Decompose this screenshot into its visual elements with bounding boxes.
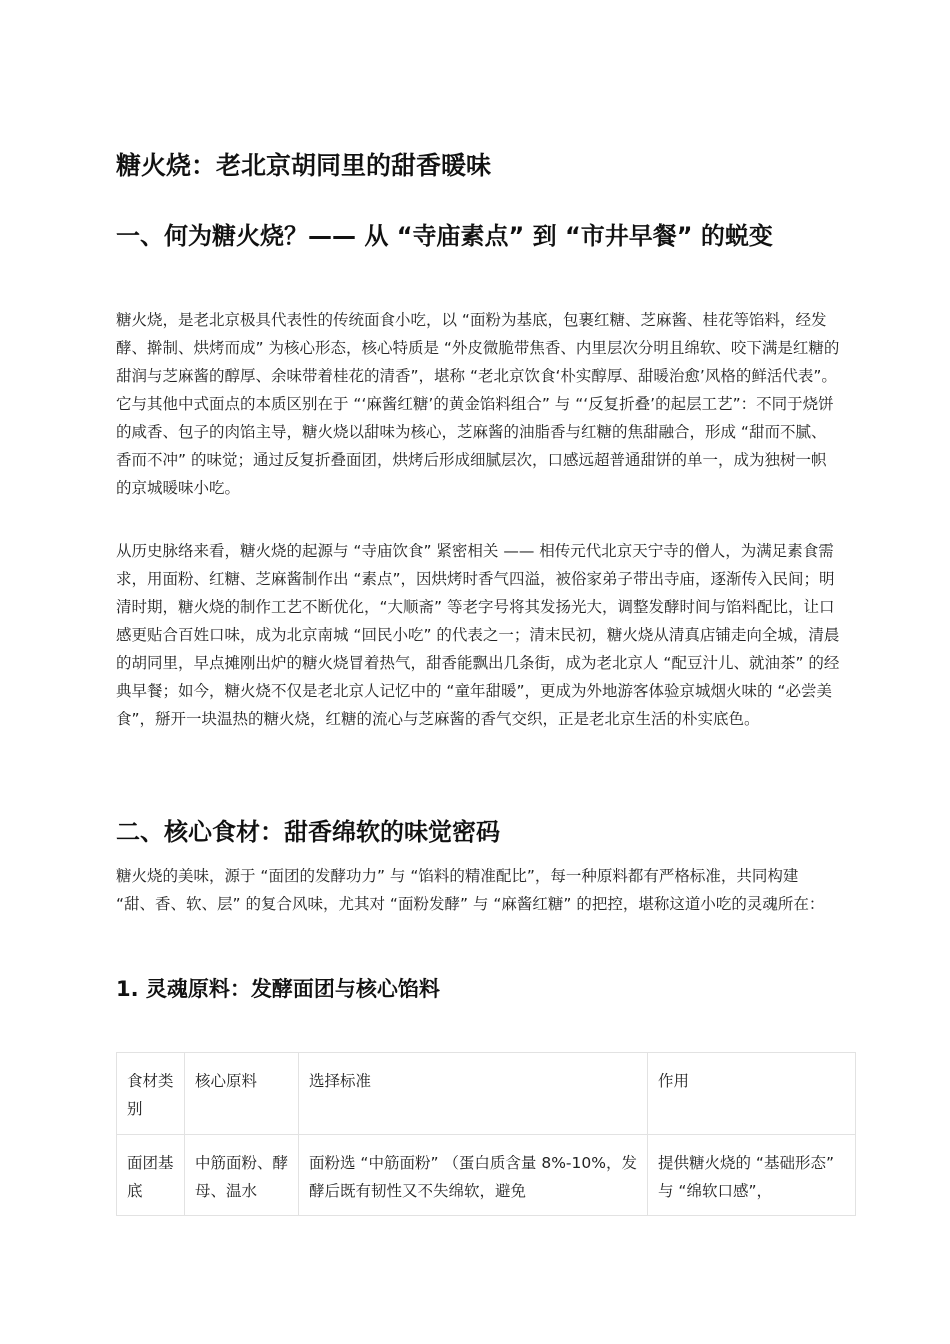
table-header-row xyxy=(117,1053,856,1135)
table-header-cell: 选择标准 xyxy=(299,1053,648,1135)
ingredient-table-container xyxy=(116,1052,861,1219)
section1-paragraph-1: 糖火烧，是老北京极具代表性的传统面食小吃，以 “面粉为基底，包裹红糖、芝麻酱、桂花等馅料，经发酵、擀制、烘烤而成” 为核心形态，核心特质是 “外皮微脆带焦香、内里层次分明且绵软、咬下满是红糖的甜润与芝麻酱的醇厚、余味带着桂花的清香”，堪称 “老北京饮食‘朴实醇厚、甜暖治愈’风格的鲜活代表”。它与其他中式面点的本质区别在于 “‘麻酱红糖’的黄金馅料组合” 与 “‘反复折叠’的起层工艺”：不同于烧饼的咸香、包子的肉馅主导，糖火烧以甜味为核心，芝麻酱的油脂香与红糖的焦甜融合，形成 “甜而不腻、香而不冲” 的味觉；通过反复折叠面团，烘烤后形成细腻层次，口感远超普通甜饼的单一，成为独树一帜的京城暖味小吃。 xyxy=(116,311,840,497)
subsection-heading-1: 1. 灵魂原料：发酵面团与核心馅料 xyxy=(116,977,440,1001)
table-cell: 面粉选 “中筋面粉” （蛋白质含量 8%-10%，发酵后既有韧性又不失绵软，避免 xyxy=(299,1135,648,1216)
table-header-cell: 食材类别 xyxy=(117,1053,185,1135)
page-title: 糖火烧：老北京胡同里的甜香暖味 xyxy=(116,151,492,180)
ingredient-table xyxy=(116,1052,856,1216)
table-header-cell: 作用 xyxy=(648,1053,856,1135)
table-row xyxy=(117,1135,856,1216)
table-cell: 中筋面粉、酵母、温水 xyxy=(185,1135,299,1216)
section1-paragraph-2: 从历史脉络来看，糖火烧的起源与 “寺庙饮食” 紧密相关 —— 相传元代北京天宁寺的僧人，为满足素食需求，用面粉、红糖、芝麻酱制作出 “素点”，因烘烤时香气四溢，被俗家弟子带出寺庙，逐渐传入民间；明清时期，糖火烧的制作工艺不断优化，“大顺斋” 等老字号将其发扬光大，调整发酵时间与馅料配比，让口感更贴合百姓口味，成为北京南城 “回民小吃” 的代表之一；清末民初，糖火烧从清真店铺走向全城，清晨的胡同里，早点摊刚出炉的糖火烧冒着热气，甜香能飘出几条街，成为老北京人 “配豆汁儿、就油茶” 的经典早餐；如今，糖火烧不仅是老北京人记忆中的 “童年甜暖”，更成为外地游客体验京城烟火味的 “必尝美食”，掰开一块温热的糖火烧，红糖的流心与芝麻酱的香气交织，正是老北京生活的朴实底色。 xyxy=(116,542,840,728)
table-header-cell: 核心原料 xyxy=(185,1053,299,1135)
table-cell: 提供糖火烧的 “基础形态” 与 “绵软口感”， xyxy=(648,1135,856,1216)
section-heading-1: 一、何为糖火烧？—— 从 “寺庙素点” 到 “市井早餐” 的蜕变 xyxy=(116,222,773,250)
section-heading-2: 二、核心食材：甜香绵软的味觉密码 xyxy=(116,818,500,846)
section2-paragraph-1: 糖火烧的美味，源于 “面团的发酵功力” 与 “馅料的精准配比”，每一种原料都有严格标准，共同构建 “甜、香、软、层” 的复合风味，尤其对 “面粉发酵” 与 “麻酱红糖” 的把控，堪称这道小吃的灵魂所在： xyxy=(116,867,825,913)
table-cell: 面团基底 xyxy=(117,1135,185,1216)
